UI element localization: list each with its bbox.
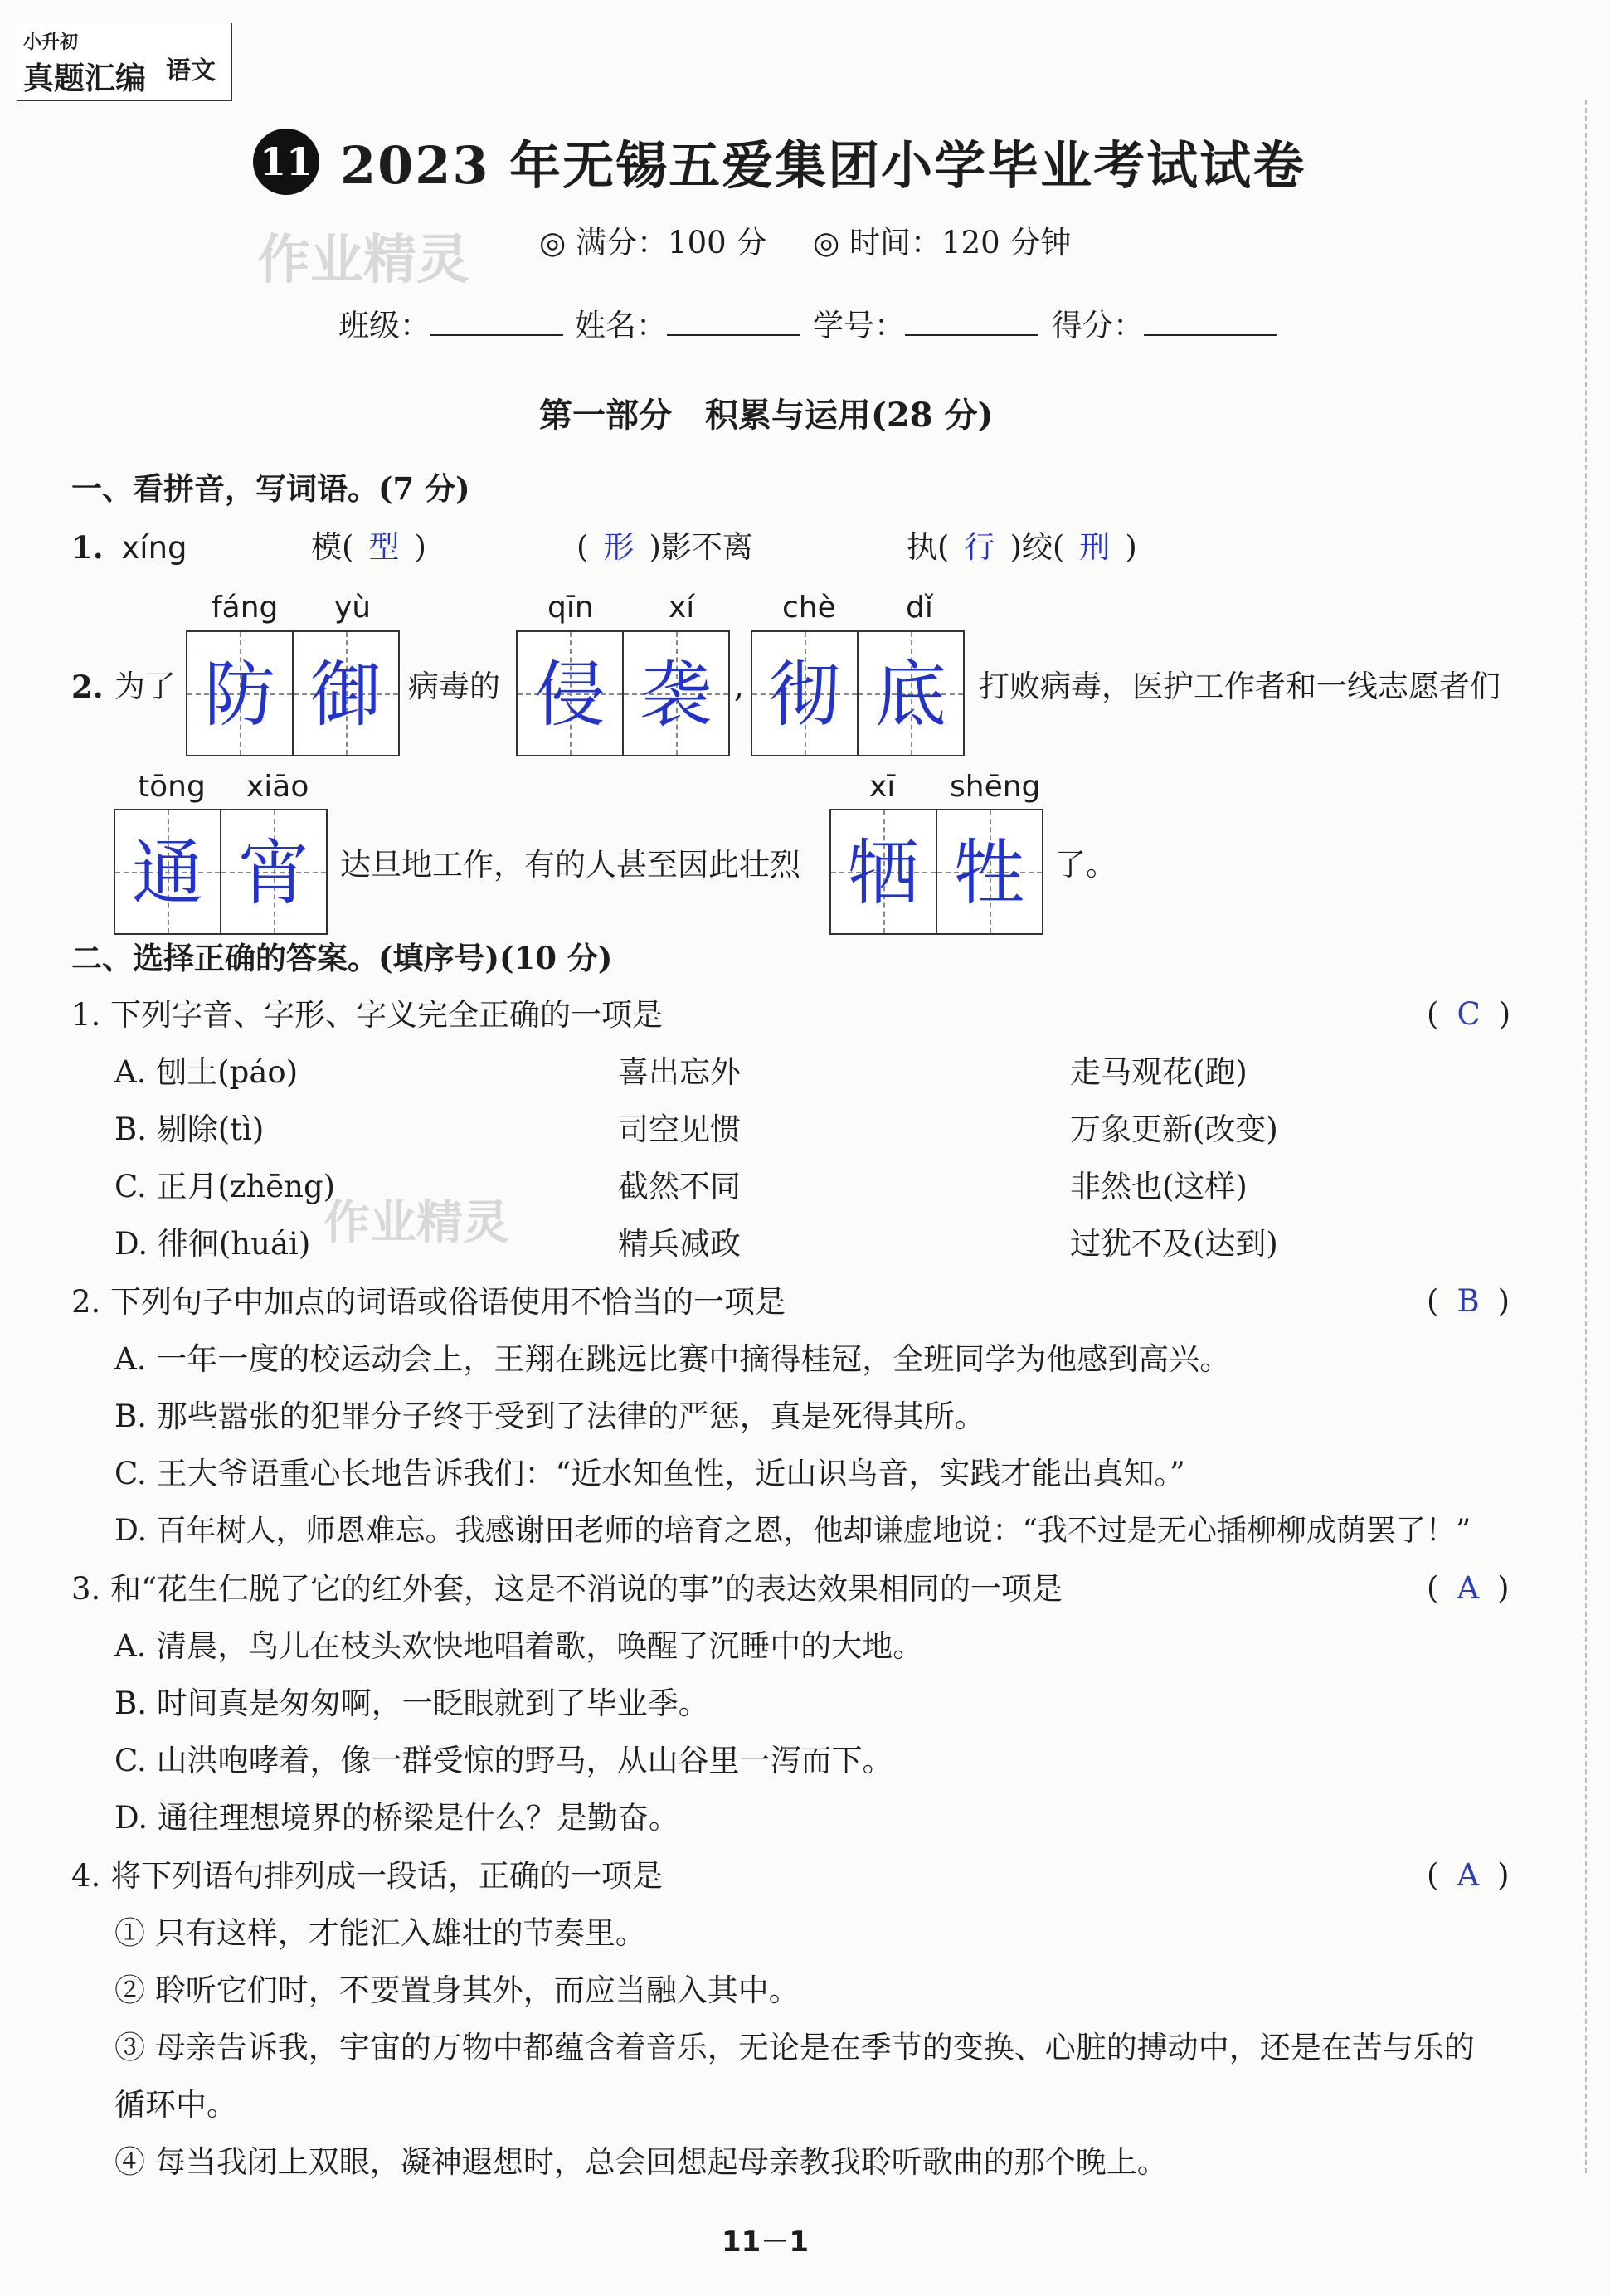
section2-heading: 二、选择正确的答案。(填序号)(10 分): [71, 940, 613, 976]
page-title: 2023 年无锡五爱集团小学毕业考试试卷: [340, 135, 1306, 196]
pinyin-yu: yù: [334, 591, 372, 625]
s2-q4-item3: ③ 母亲告诉我，宇宙的万物中都蕴含着音乐，无论是在季节的变换、心脏的搏动中，还是在苦与乐的: [114, 2030, 1475, 2065]
s2-q1-optA-3: 走马观花(跑): [1070, 1054, 1248, 1090]
char-cell-tong: 通: [114, 809, 221, 935]
char-cell-xi: 袭: [622, 630, 730, 756]
char-cell-qin: 侵: [516, 630, 624, 756]
s2-q3-optC: C. 山洪咆哮着，像一群受惊的野马，从山谷里一泻而下。: [114, 1743, 893, 1778]
s2-q3-answer-box: ( A ): [1427, 1570, 1510, 1606]
answer-xing-2: 形: [603, 529, 635, 565]
score-field[interactable]: [1052, 307, 1277, 345]
s2-q2-stem: 2. 下列句子中加点的词语或俗语使用不恰当的一项是: [71, 1284, 786, 1320]
s1-q2-text2: 病毒的: [408, 669, 500, 704]
s1-q1: 1. xíng: [71, 529, 187, 566]
s2-q1-stem: 1. 下列字音、字形、字义完全正确的一项是: [71, 997, 664, 1033]
pinyin-xi: xí: [669, 591, 695, 625]
pinyin-xi2: xī: [869, 770, 896, 804]
page-number: 11－1: [722, 2225, 809, 2259]
pinyin-tong: tōng: [138, 770, 206, 804]
paper-number-badge: 11: [253, 129, 319, 195]
binding-edge: [1585, 100, 1587, 2173]
s2-q1-optC-1: C. 正月(zhēng): [114, 1169, 336, 1204]
id-label: 学号：: [813, 308, 905, 343]
s2-q4-item2: ② 聆听它们时，不要置身其外，而应当融入其中。: [114, 1973, 800, 2008]
s1-q2-num: 2.: [71, 669, 104, 705]
s2-q1-optA-2: 喜出忘外: [618, 1054, 741, 1090]
part1-heading: 第一部分 积累与运用(28 分): [539, 396, 994, 435]
s1-q1-word3: 执( 行 )绞( 刑 ): [907, 529, 1137, 565]
series-small-label: 小升初: [23, 32, 79, 53]
char-cell-di: 底: [857, 630, 965, 756]
pinyin-di: dǐ: [906, 591, 933, 625]
char-cell-yu: 御: [292, 630, 400, 756]
s2-q4-item1: ① 只有这样，才能汇入雄壮的节奏里。: [114, 1915, 646, 1951]
char-cell-fang: 防: [186, 630, 294, 756]
exam-time: ◎ 时间：120 分钟: [813, 225, 1072, 260]
s2-q2-optA: A. 一年一度的校运动会上，王翔在跳远比赛中摘得桂冠，全班同学为他感到高兴。: [114, 1341, 1231, 1377]
s2-q1-optB-3: 万象更新(改变): [1070, 1112, 1278, 1147]
s1-q2-text5: 了。: [1055, 847, 1116, 883]
s2-q1-optA-1: A. 刨土(páo): [114, 1054, 299, 1090]
s1-q2-text1: 为了: [114, 669, 176, 704]
s2-q1-optB-2: 司空见惯: [618, 1112, 741, 1147]
class-label: 班级：: [338, 308, 430, 343]
s2-q4-stem: 4. 将下列语句排列成一段话，正确的一项是: [71, 1858, 664, 1894]
pinyin-xiao: xiāo: [246, 770, 309, 804]
s2-q3-stem: 3. 和“花生仁脱了它的红外套，这是不消说的事”的表达效果相同的一项是: [71, 1571, 1063, 1607]
s2-q2-optD: D. 百年树人，师恩难忘。我感谢田老师的培育之恩，他却谦虚地说：“我不过是无心插柳柳成荫罢了！”: [114, 1514, 1471, 1548]
watermark-2: 作业精灵: [323, 1196, 509, 1250]
s1-q2-text4: 达旦地工作，有的人甚至因此壮烈: [340, 847, 800, 883]
section1-heading: 一、看拼音，写词语。(7 分): [71, 470, 470, 507]
s1-q2-comma: ,: [734, 669, 744, 704]
full-score: ◎ 满分：100 分: [539, 225, 767, 260]
char-cell-xiao: 宵: [220, 809, 328, 935]
s2-q1-optD-1: D. 徘徊(huái): [114, 1226, 311, 1262]
s2-q1-optD-3: 过犹不及(达到): [1070, 1226, 1278, 1262]
s1-q2-text3: 打败病毒，医护工作者和一线志愿者们: [979, 669, 1501, 704]
char-cell-che: 彻: [751, 630, 859, 756]
s2-q2-optB: B. 那些嚣张的犯罪分子终于受到了法律的严惩，真是死得其所。: [114, 1399, 985, 1434]
s2-q1-optB-1: B. 剔除(tì): [114, 1112, 265, 1147]
answer-xing-4: 刑: [1079, 529, 1111, 565]
s2-q3-optB: B. 时间真是匆匆啊，一眨眼就到了毕业季。: [114, 1686, 709, 1721]
s2-q4-answer-box: ( A ): [1427, 1857, 1510, 1893]
s2-q1-optC-3: 非然也(这样): [1070, 1169, 1248, 1204]
series-tag: [17, 23, 232, 101]
answer-xing-1: 型: [368, 529, 400, 565]
char-cell-xi2: 牺: [829, 809, 937, 935]
s2-q1-answer-box: ( C ): [1427, 996, 1511, 1032]
pinyin-qin: qīn: [547, 591, 594, 625]
score-label: 得分：: [1052, 308, 1144, 343]
s2-q2-answer-box: ( B ): [1427, 1283, 1510, 1319]
pinyin-fang: fáng: [212, 591, 279, 625]
watermark: 作业精灵: [257, 230, 469, 291]
s1-q1-word1: 模( 型 ): [311, 529, 426, 565]
s2-q1-optD-2: 精兵减政: [618, 1226, 741, 1262]
s2-q4-item3-cont: 循环中。: [114, 2087, 237, 2123]
s1-q1-word2: ( 形 )影不离: [576, 529, 753, 565]
name-field[interactable]: [575, 307, 800, 345]
class-field[interactable]: [338, 307, 563, 345]
s2-q3-optD: D. 通往理想境界的桥梁是什么？是勤奋。: [114, 1800, 679, 1836]
s2-q2-optC: C. 王大爷语重心长地告诉我们：“近水知鱼性，近山识鸟音，实践才能出真知。”: [114, 1456, 1185, 1491]
subject-label: 语文: [166, 56, 216, 85]
s2-q1-optC-2: 截然不同: [618, 1169, 741, 1204]
pinyin-che: chè: [782, 591, 836, 625]
char-cell-sheng: 牲: [936, 809, 1043, 935]
answer-xing-3: 行: [964, 529, 995, 565]
student-id-field[interactable]: [813, 307, 1038, 345]
name-label: 姓名：: [575, 308, 667, 343]
pinyin-sheng: shēng: [950, 770, 1041, 804]
s2-q4-item4: ④ 每当我闭上双眼，凝神遐想时，总会回想起母亲教我聆听歌曲的那个晚上。: [114, 2144, 1168, 2180]
series-main-label: 真题汇编: [23, 60, 146, 96]
s2-q3-optA: A. 清晨，鸟儿在枝头欢快地唱着歌，唤醒了沉睡中的大地。: [114, 1628, 924, 1664]
